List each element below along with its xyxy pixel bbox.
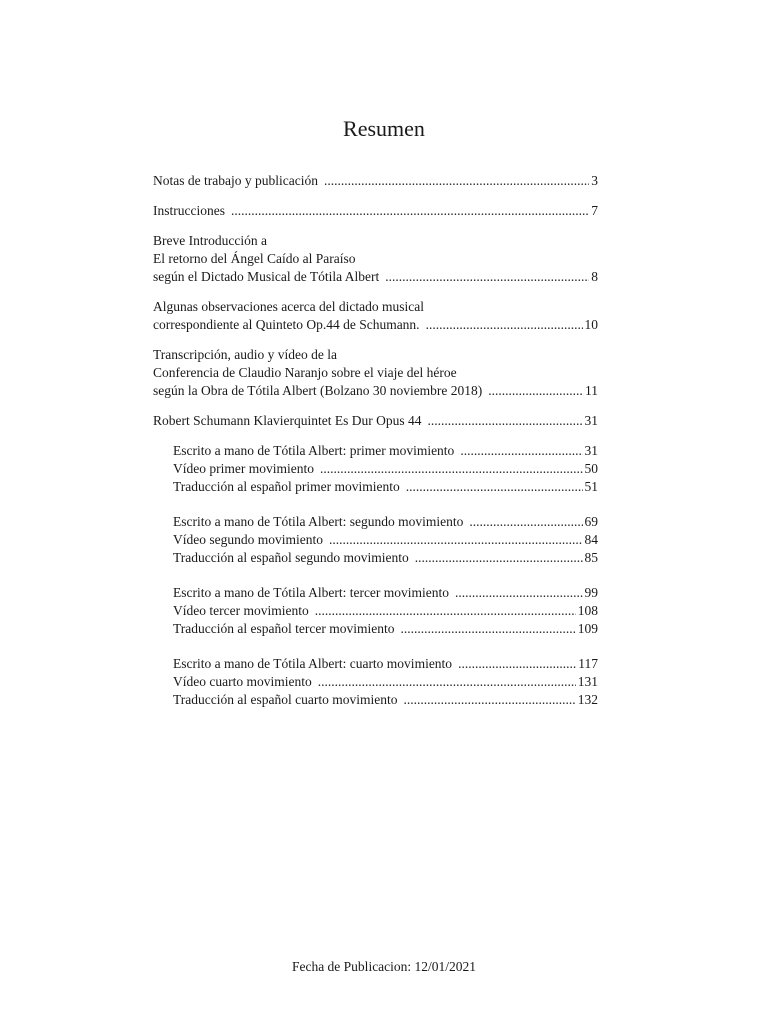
toc-subentry-row[interactable] — [173, 531, 598, 549]
toc-subentry-row[interactable] — [173, 691, 598, 709]
dot-leader — [455, 584, 582, 602]
toc-subentry-row[interactable] — [173, 549, 598, 567]
table-of-contents — [153, 172, 598, 726]
dot-leader — [324, 172, 589, 190]
dot-leader — [400, 620, 575, 638]
toc-entry — [153, 172, 598, 190]
dot-leader — [231, 202, 589, 220]
publication-date: Fecha de Publicacion: 12/01/2021 — [291, 959, 477, 974]
toc-page-number: 11 — [585, 383, 598, 398]
toc-entry — [153, 232, 598, 286]
toc-page-number: 131 — [577, 674, 598, 689]
toc-entry-row[interactable] — [153, 268, 598, 286]
toc-page-number: 85 — [584, 550, 598, 565]
toc-entry-row[interactable] — [153, 412, 598, 430]
toc-page-number: 3 — [591, 173, 598, 188]
toc-entry-title: Traducción al español primer movimiento — [173, 479, 400, 494]
toc-entry — [153, 412, 598, 430]
toc-entry-title: Vídeo tercer movimiento — [173, 603, 309, 618]
toc-entry-title: Instrucciones — [153, 203, 225, 218]
toc-entry-title: Escrito a mano de Tótila Albert: primer movimiento — [173, 443, 455, 458]
dot-leader — [469, 513, 582, 531]
dot-leader — [318, 673, 576, 691]
toc-entry — [153, 298, 598, 334]
toc-page-number: 69 — [584, 514, 598, 529]
toc-entry-title: Traducción al español segundo movimiento — [173, 550, 409, 565]
dot-leader — [460, 442, 582, 460]
toc-page-number: 99 — [584, 585, 598, 600]
toc-subentry-row[interactable] — [173, 602, 598, 620]
page-title: Resumen — [343, 116, 425, 141]
toc-subentry-row[interactable] — [173, 442, 598, 460]
toc-page-number: 84 — [584, 532, 598, 547]
dot-leader — [385, 268, 589, 286]
toc-entry-title: Vídeo primer movimiento — [173, 461, 314, 476]
toc-entry-title: según la Obra de Tótila Albert (Bolzano 30 noviembre 2018) — [153, 383, 483, 398]
toc-page-number: 108 — [577, 603, 598, 618]
toc-entry-title: Vídeo cuarto movimiento — [173, 674, 312, 689]
toc-entry-row[interactable] — [153, 316, 598, 334]
toc-page-number: 10 — [584, 317, 598, 332]
toc-entry-line: Conferencia de Claudio Naranjo sobre el viaje del héroe — [153, 365, 457, 380]
toc-page-number: 117 — [578, 656, 598, 671]
toc-entry — [153, 202, 598, 220]
toc-entry-title: Notas de trabajo y publicación — [153, 173, 318, 188]
toc-entry-row[interactable] — [153, 382, 598, 400]
toc-entry-title: Robert Schumann Klavierquintet Es Dur Opus 44 — [153, 413, 422, 428]
toc-entry-row[interactable] — [153, 172, 598, 190]
toc-entry-title: Escrito a mano de Tótila Albert: cuarto movimiento — [173, 656, 453, 671]
toc-entry-title: correspondiente al Quinteto Op.44 de Schumann. — [153, 317, 420, 332]
toc-entry-title: Escrito a mano de Tótila Albert: tercer movimiento — [173, 585, 450, 600]
toc-page-number: 8 — [591, 269, 598, 284]
dot-leader — [329, 531, 583, 549]
dot-leader — [427, 412, 582, 430]
toc-subgroup — [173, 442, 598, 496]
toc-subgroup — [173, 513, 598, 567]
toc-entry-row[interactable] — [153, 202, 598, 220]
toc-entry-line: Transcripción, audio y vídeo de la — [153, 347, 337, 362]
dot-leader — [488, 382, 583, 400]
toc-entry-line: Algunas observaciones acerca del dictado musical — [153, 299, 425, 314]
dot-leader — [315, 602, 576, 620]
toc-page-number: 7 — [591, 203, 598, 218]
toc-subentry-row[interactable] — [173, 460, 598, 478]
dot-leader — [458, 655, 576, 673]
toc-page-number: 132 — [577, 692, 598, 707]
toc-subgroup — [173, 655, 598, 709]
toc-subentry-row[interactable] — [173, 513, 598, 531]
toc-page-number: 31 — [584, 413, 598, 428]
toc-entry — [153, 346, 598, 400]
toc-entry-line: El retorno del Ángel Caído al Paraíso — [153, 251, 356, 266]
toc-subentry-row[interactable] — [173, 584, 598, 602]
toc-subentry-row[interactable] — [173, 620, 598, 638]
dot-leader — [415, 549, 583, 567]
toc-subgroup — [173, 584, 598, 638]
toc-entry-title: según el Dictado Musical de Tótila Albert — [153, 269, 380, 284]
toc-page-number: 51 — [584, 479, 598, 494]
dot-leader — [320, 460, 583, 478]
dot-leader — [403, 691, 575, 709]
toc-page-number: 31 — [584, 443, 598, 458]
dot-leader — [426, 316, 583, 334]
toc-entry-title: Escrito a mano de Tótila Albert: segundo movimiento — [173, 514, 464, 529]
toc-entry-title: Traducción al español cuarto movimiento — [173, 692, 398, 707]
toc-entry-line: Breve Introducción a — [153, 233, 267, 248]
toc-entry-title: Vídeo segundo movimiento — [173, 532, 323, 547]
toc-page-number: 50 — [584, 461, 598, 476]
toc-subentry-row[interactable] — [173, 478, 598, 496]
toc-subentry-row[interactable] — [173, 673, 598, 691]
toc-page-number: 109 — [577, 621, 598, 636]
toc-subentry-row[interactable] — [173, 655, 598, 673]
toc-entry-title: Traducción al español tercer movimiento — [173, 621, 395, 636]
dot-leader — [406, 478, 583, 496]
